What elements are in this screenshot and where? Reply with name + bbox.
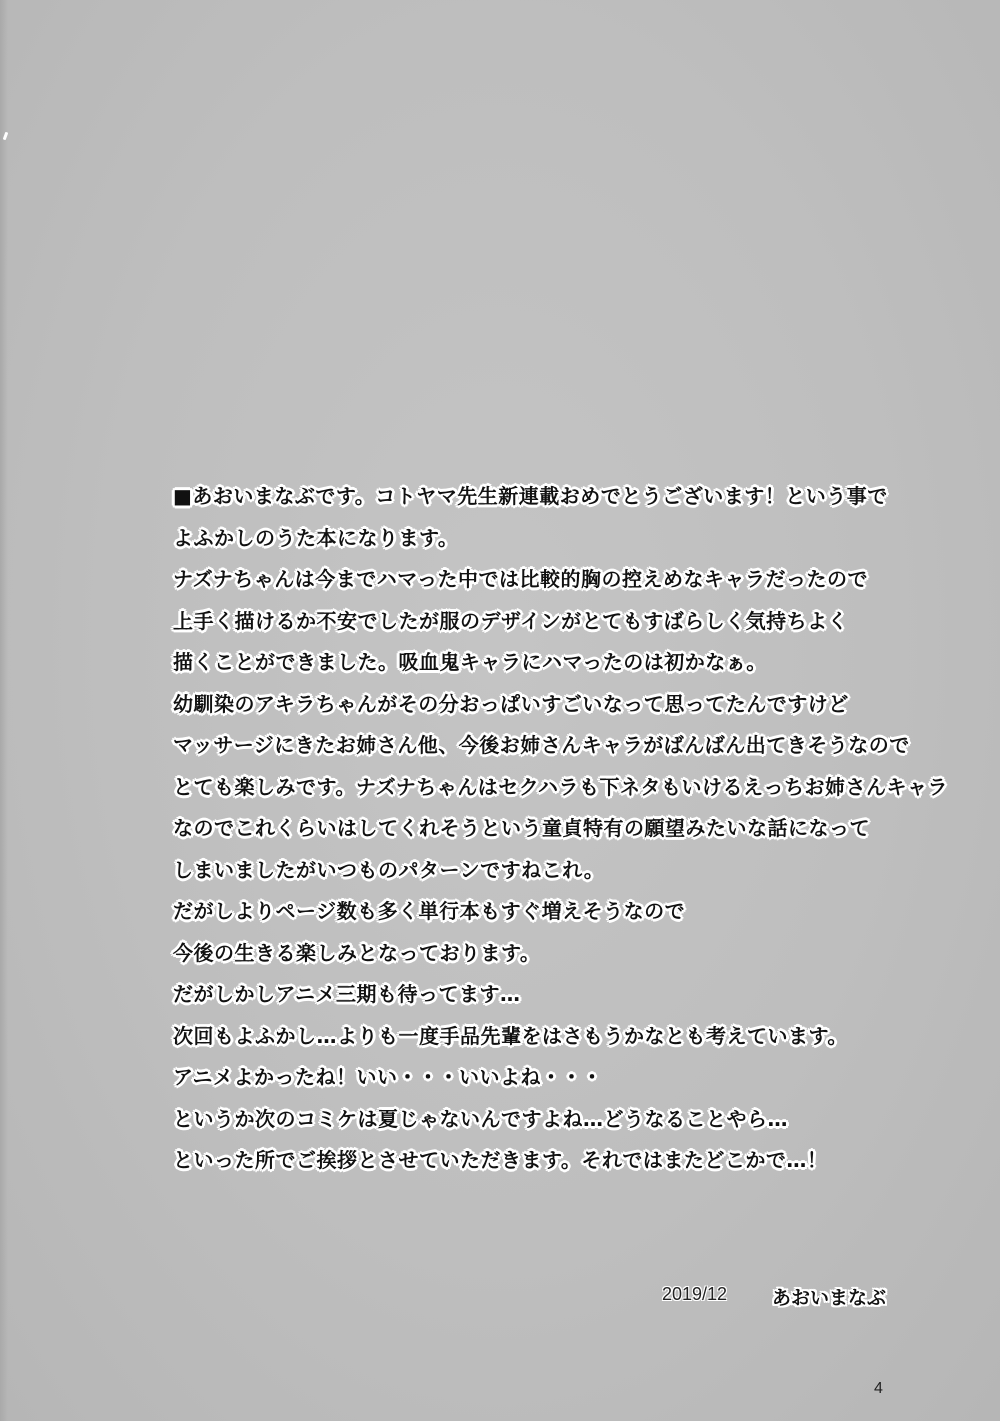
afterword-line: 描くことができました。吸血鬼キャラにハマったのは初かなぁ。 [173, 650, 767, 674]
afterword-line: ■あおいまなぶです。コトヤマ先生新連載おめでとうございます！という事で [173, 484, 888, 508]
page-binding-edge [0, 0, 8, 1421]
afterword-line: ナズナちゃんは今までハマった中では比較的胸の控えめなキャラだったので [173, 567, 868, 591]
afterword-line: しまいましたがいつものパターンですねこれ。 [173, 857, 605, 882]
afterword-line: なのでこれくらいはしてくれそうという童貞特有の願望みたいな話になって [173, 816, 870, 840]
page-number: 4 [874, 1380, 883, 1397]
afterword-line: よふかしのうた本になります。 [173, 525, 459, 550]
afterword-line: 幼馴染のアキラちゃんがその分おっぱいすごいなって思ってたんですけど [173, 691, 849, 716]
afterword-line: マッサージにきたお姉さん他、今後お姉さんキャラがばんばん出てきそうなので [173, 733, 910, 757]
afterword-line: 上手く描けるか不安でしたが服のデザインがとてもすばらしく気持ちよく [173, 608, 849, 633]
afterword-line: 今後の生きる楽しみとなっております。 [173, 940, 541, 965]
afterword-line: といった所でご挨拶とさせていただきます。それではまたどこかで…！ [173, 1148, 828, 1172]
afterword-line: だがしよりページ数も多く単行本もすぐ増えそうなので [173, 899, 686, 923]
afterword-text [173, 476, 948, 1182]
signature-date: 2019/12 [662, 1284, 728, 1304]
afterword-line: アニメよかったね！いい・・・いいよね・・・ [173, 1065, 603, 1089]
afterword-line: 次回もよふかし…よりも一度手品先輩をはさもうかなとも考えています。 [173, 1023, 848, 1048]
afterword-line: だがしかしアニメ三期も待ってます… [173, 982, 521, 1006]
signature-author: あおいまなぶ [772, 1287, 887, 1309]
afterword-line: というか次のコミケは夏じゃないんですよね…どうなることやら… [173, 1106, 788, 1131]
afterword-line: とても楽しみです。ナズナちゃんはセクハラも下ネタもいけるえっちお姉さんキャラ [173, 774, 948, 799]
